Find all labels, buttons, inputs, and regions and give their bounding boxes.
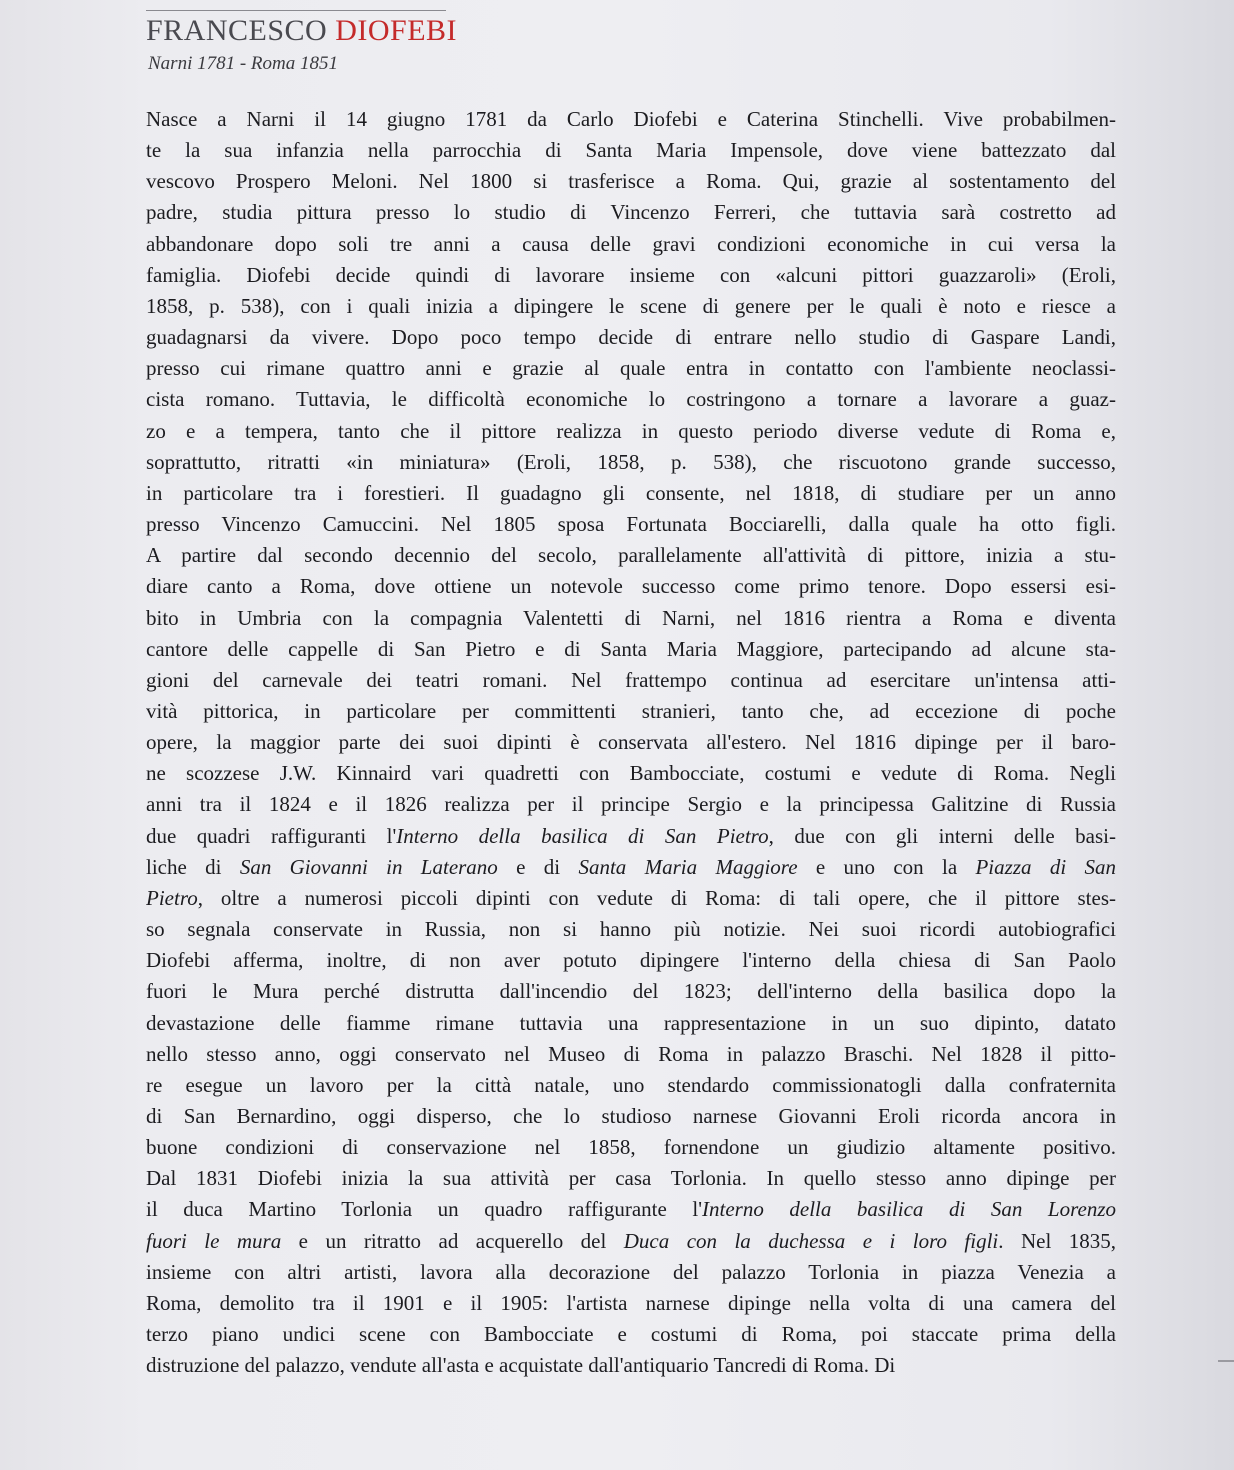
text-line: [146, 603, 1116, 634]
italic-title-segment: Pietro: [146, 885, 198, 910]
text-line: [146, 1070, 1116, 1101]
text-segment: , oltre a numerosi piccoli dipinti con vedute di Roma: di tali opere, che il pittore stes-: [197, 885, 1116, 910]
text-line: [146, 1257, 1116, 1288]
page-title: [146, 14, 457, 48]
text-line: [146, 789, 1116, 820]
text-segment: abbandonare dopo soli tre anni a causa delle gravi condizioni economiche in cui versa la: [146, 231, 1116, 256]
text-segment: presso cui rimane quattro anni e grazie al quale entra in contatto con l'ambiente neoclassi-: [146, 356, 1116, 381]
text-segment: ne scozzese J.W. Kinnaird vari quadretti con Bambocciate, costumi e vedute di Roma. Negli: [146, 761, 1116, 786]
text-segment: Dal 1831 Diofebi inizia la sua attività per casa Torlonia. In quello stesso anno dipinge per: [146, 1166, 1116, 1191]
italic-title-segment: Duca con la duchessa e i loro figli: [623, 1228, 999, 1253]
text-segment: e di: [497, 854, 579, 879]
text-segment: terzo piano undici scene con Bambocciate e costumi di Roma, poi staccate prima della: [146, 1322, 1116, 1347]
text-segment: due quadri raffiguranti l': [146, 823, 397, 848]
text-line: [146, 260, 1116, 291]
text-segment: insieme con altri artisti, lavora alla decorazione del palazzo Torlonia in piazza Venezia a: [146, 1259, 1116, 1284]
birth-death-places-dates: Narni 1781 - Roma 1851: [148, 53, 338, 74]
text-line: [146, 104, 1116, 135]
text-segment: di San Bernardino, oggi disperso, che lo studioso narnese Giovanni Eroli ricorda ancora in: [146, 1104, 1116, 1128]
text-segment: vità pittorica, in particolare per committenti stranieri, tanto che, ad eccezione di poche: [146, 698, 1116, 723]
header-rule: [146, 10, 446, 11]
text-segment: buone condizioni di conservazione nel 1858, fornendone un giudizio altamente positivo.: [146, 1135, 1116, 1160]
italic-title-segment: Piazza di San: [975, 854, 1116, 879]
text-segment: re esegue un lavoro per la città natale, uno stendardo commissionatogli dalla confraternita: [146, 1072, 1116, 1097]
text-line: [146, 634, 1116, 665]
text-line: [146, 322, 1116, 353]
text-line: [146, 1163, 1116, 1194]
page-edge-mark: [1218, 1360, 1234, 1362]
text-segment: opere, la maggior parte dei suoi dipinti è conservata all'estero. Nel 1816 dipinge per il baro-: [146, 730, 1116, 755]
text-segment: guadagnarsi da vivere. Dopo poco tempo decide di entrare nello studio di Gaspare Landi,: [146, 325, 1116, 350]
text-segment: devastazione delle fiamme rimane tuttavia una rappresentazione in un suo dipinto, datato: [146, 1010, 1116, 1035]
text-line: [146, 914, 1116, 945]
text-line: [146, 1226, 1116, 1257]
text-segment: padre, studia pittura presso lo studio di Vincenzo Ferreri, che tuttavia sarà costretto ad: [146, 200, 1116, 225]
text-segment: . Nel 1835,: [998, 1228, 1116, 1253]
text-line: [146, 1350, 1116, 1381]
text-segment: Nasce a Narni il 14 giugno 1781 da Carlo Diofebi e Caterina Stinchelli. Vive probabilmen-: [146, 107, 1116, 131]
text-segment: so segnala conservate in Russia, non si hanno più notizie. Nei suoi ricordi autobiografici: [146, 917, 1116, 942]
italic-title-segment: Interno della basilica di San Pietro: [396, 823, 769, 848]
text-line: [146, 135, 1116, 166]
title-first-name: FRANCESCO: [146, 14, 328, 47]
text-segment: te la sua infanzia nella parrocchia di Santa Maria Impensole, dove viene battezzato dal: [146, 138, 1116, 163]
text-line: [146, 571, 1116, 602]
text-line: [146, 976, 1116, 1007]
text-segment: A partire dal secondo decennio del secolo, parallelamente all'attività di pittore, inizia a stu-: [146, 543, 1116, 568]
text-line: [146, 416, 1116, 447]
text-line: [146, 727, 1116, 758]
text-segment: , due con gli interni delle basi-: [768, 823, 1116, 848]
text-line: [146, 852, 1116, 883]
text-segment: distruzione del palazzo, vendute all'asta e acquistate dall'antiquario Tancredi di Roma. Di: [146, 1353, 896, 1378]
text-segment: Diofebi afferma, inoltre, di non aver potuto dipingere l'interno della chiesa di San Paolo: [146, 948, 1116, 973]
italic-title-segment: fuori le mura: [146, 1228, 282, 1253]
text-line: [146, 229, 1116, 260]
text-segment: liche di: [146, 854, 240, 879]
text-line: [146, 353, 1116, 384]
text-line: [146, 291, 1116, 322]
italic-title-segment: Interno della basilica di San Lorenzo: [702, 1197, 1116, 1222]
text-segment: e un ritratto ad acquerello del: [281, 1228, 624, 1253]
text-segment: cantore delle cappelle di San Pietro e di Santa Maria Maggiore, partecipando ad alcune sta-: [146, 636, 1116, 661]
text-segment: 1858, p. 538), con i quali inizia a dipingere le scene di genere per le quali è noto e riesce a: [146, 293, 1116, 318]
biography-body-text: [146, 104, 1116, 1381]
text-segment: Roma, demolito tra il 1901 e il 1905: l'artista narnese dipinge nella volta di una camera del: [146, 1290, 1116, 1315]
text-line: [146, 883, 1116, 914]
text-segment: cista romano. Tuttavia, le difficoltà economiche lo costringono a tornare a lavorare a guaz-: [146, 387, 1116, 412]
text-segment: e uno con la: [797, 854, 976, 879]
text-line: [146, 1101, 1116, 1132]
text-segment: gioni del carnevale dei teatri romani. Nel frattempo continua ad esercitare un'intensa atti-: [146, 667, 1116, 692]
text-segment: zo e a tempera, tanto che il pittore realizza in questo periodo diverse vedute di Roma e,: [146, 418, 1116, 443]
text-line: [146, 696, 1116, 727]
italic-title-segment: San Giovanni in Laterano: [239, 854, 498, 879]
text-segment: famiglia. Diofebi decide quindi di lavorare insieme con «alcuni pittori guazzaroli» (Eroli,: [146, 262, 1116, 287]
text-segment: il duca Martino Torlonia un quadro raffigurante l': [146, 1197, 702, 1222]
text-segment: fuori le Mura perché distrutta dall'incendio del 1823; dell'interno della basilica dopo la: [146, 979, 1116, 1004]
text-line: [146, 166, 1116, 197]
text-segment: in particolare tra i forestieri. Il guadagno gli consente, nel 1818, di studiare per un anno: [146, 480, 1116, 505]
text-line: [146, 447, 1116, 478]
text-line: [146, 945, 1116, 976]
text-line: [146, 1194, 1116, 1225]
text-segment: anni tra il 1824 e il 1826 realizza per il principe Sergio e la principessa Galitzine di Russia: [146, 792, 1116, 817]
text-line: [146, 1008, 1116, 1039]
text-segment: diare canto a Roma, dove ottiene un notevole successo come primo tenore. Dopo essersi esi-: [146, 574, 1116, 599]
text-segment: presso Vincenzo Camuccini. Nel 1805 sposa Fortunata Bocciarelli, dalla quale ha otto figli.: [146, 512, 1116, 537]
text-line: [146, 478, 1116, 509]
text-line: [146, 665, 1116, 696]
text-line: [146, 1319, 1116, 1350]
text-segment: nello stesso anno, oggi conservato nel Museo di Roma in palazzo Braschi. Nel 1828 il pitto-: [146, 1041, 1116, 1066]
text-segment: bito in Umbria con la compagnia Valentetti di Narni, nel 1816 rientra a Roma e diventa: [146, 605, 1116, 630]
text-segment: soprattutto, ritratti «in miniatura» (Eroli, 1858, p. 538), che riscuotono grande successo,: [146, 449, 1116, 474]
text-line: [146, 1132, 1116, 1163]
text-line: [146, 197, 1116, 228]
text-line: [146, 758, 1116, 789]
italic-title-segment: Santa Maria Maggiore: [578, 854, 798, 879]
text-line: [146, 1288, 1116, 1319]
text-segment: vescovo Prospero Meloni. Nel 1800 si trasferisce a Roma. Qui, grazie al sostentamento del: [146, 169, 1116, 194]
text-line: [146, 384, 1116, 415]
text-line: [146, 821, 1116, 852]
text-line: [146, 540, 1116, 571]
text-line: [146, 1039, 1116, 1070]
text-line: [146, 509, 1116, 540]
title-last-name: DIOFEBI: [335, 14, 458, 47]
